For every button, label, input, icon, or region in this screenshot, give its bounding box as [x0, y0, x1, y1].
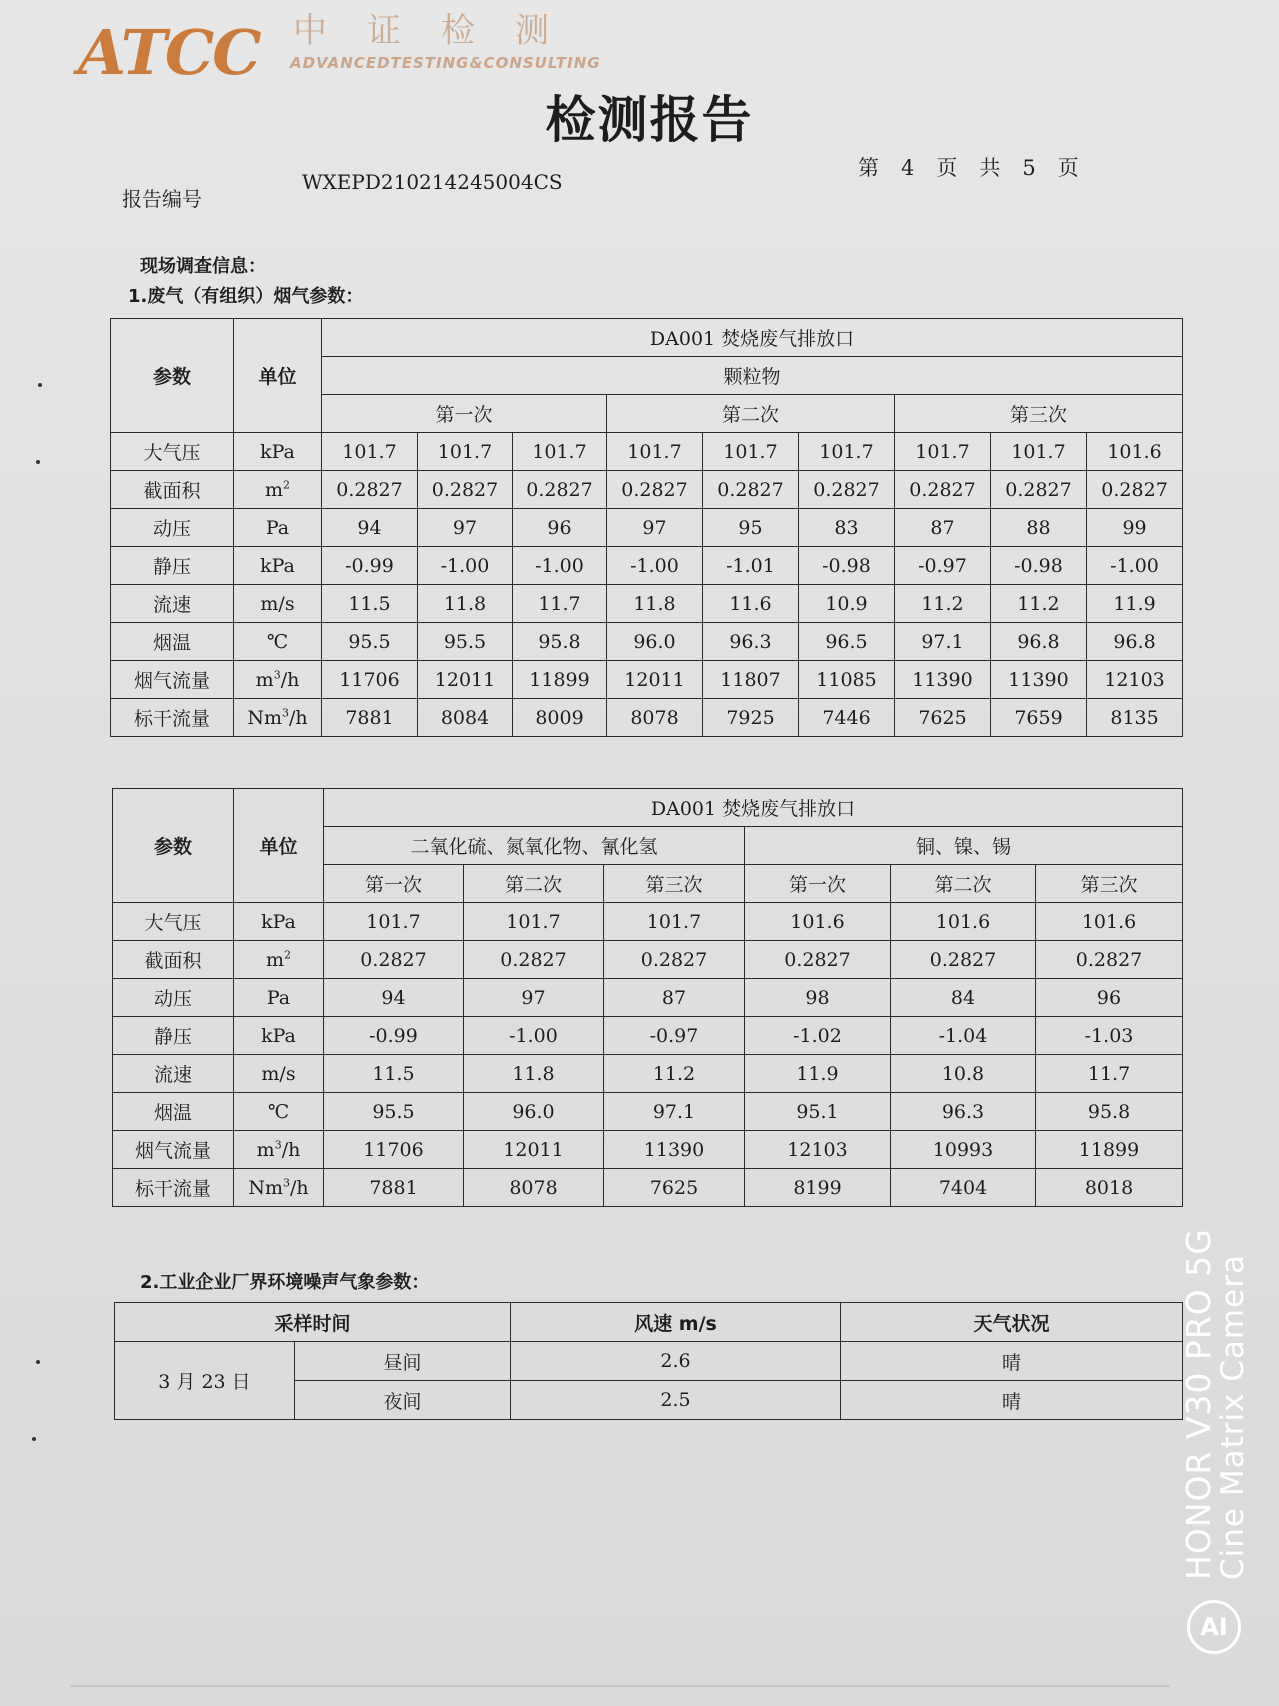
section2-heading: 2.工业企业厂界环境噪声气象参数： [140, 1272, 430, 1293]
param-name: 烟温 [113, 1093, 234, 1131]
param-name: 静压 [111, 547, 234, 585]
measurement-value: 0.2827 [513, 471, 607, 509]
measurement-value: 8009 [513, 699, 607, 737]
run-header: 第三次 [604, 865, 745, 903]
table-row [113, 941, 1183, 979]
measurement-value: 101.7 [799, 433, 895, 471]
param-unit: Pa [234, 509, 322, 547]
report-number-label: 报告编号 [122, 187, 202, 211]
param-name: 截面积 [113, 941, 234, 979]
table-row [113, 1055, 1183, 1093]
run-header: 第三次 [1036, 865, 1183, 903]
measurement-value: 11.8 [607, 585, 703, 623]
total-pages-number: 5 [1022, 156, 1036, 180]
measurement-value: 8135 [1087, 699, 1183, 737]
table-row [113, 1131, 1183, 1169]
measurement-value: -0.98 [991, 547, 1087, 585]
current-page-number: 4 [901, 156, 915, 180]
measurement-value: 96.8 [1087, 623, 1183, 661]
watermark-camera: Cine Matrix Camera [1214, 1254, 1251, 1580]
measurement-value: 10993 [891, 1131, 1036, 1169]
noise-weather-table [114, 1302, 1183, 1420]
measurement-value: 97 [464, 979, 604, 1017]
measurement-value: 97.1 [604, 1093, 745, 1131]
measurement-value: -1.00 [1087, 547, 1183, 585]
wind-speed-night: 2.5 [511, 1381, 841, 1420]
table-row [111, 661, 1183, 699]
param-unit: kPa [234, 1017, 324, 1055]
measurement-value: 101.7 [607, 433, 703, 471]
param-header: 参数 [113, 789, 234, 903]
measurement-value: 11.8 [464, 1055, 604, 1093]
weather-day: 晴 [841, 1342, 1183, 1381]
measurement-value: 0.2827 [322, 471, 418, 509]
measurement-value: 94 [322, 509, 418, 547]
param-name: 标干流量 [111, 699, 234, 737]
param-unit: ℃ [234, 623, 322, 661]
measurement-value: 7446 [799, 699, 895, 737]
table-row [113, 1169, 1183, 1207]
wind-speed-header: 风速 m/s [511, 1303, 841, 1342]
sampling-time-header: 采样时间 [115, 1303, 511, 1342]
measurement-value: 11.9 [745, 1055, 891, 1093]
measurement-value: -0.97 [895, 547, 991, 585]
period-day: 昼间 [295, 1342, 511, 1381]
measurement-value: 84 [891, 979, 1036, 1017]
measurement-value: 11085 [799, 661, 895, 699]
measurement-value: -1.00 [607, 547, 703, 585]
measurement-value: 8199 [745, 1169, 891, 1207]
table-row [111, 471, 1183, 509]
param-unit: ℃ [234, 1093, 324, 1131]
param-unit: kPa [234, 433, 322, 471]
measurement-value: 101.7 [895, 433, 991, 471]
measurement-value: 101.6 [745, 903, 891, 941]
outlet-header: DA001 焚烧废气排放口 [322, 319, 1183, 357]
measurement-value: 11.7 [1036, 1055, 1183, 1093]
run-header: 第一次 [322, 395, 607, 433]
param-unit: $m^3/h$ [234, 1131, 324, 1169]
punch-mark [36, 1360, 40, 1364]
measurement-value: 0.2827 [991, 471, 1087, 509]
survey-info-heading: 现场调查信息： [140, 256, 266, 277]
measurement-value: 101.7 [464, 903, 604, 941]
param-name: 标干流量 [113, 1169, 234, 1207]
measurement-value: 8078 [607, 699, 703, 737]
measurement-value: 7659 [991, 699, 1087, 737]
measurement-value: 97 [418, 509, 513, 547]
param-unit: m/s [234, 1055, 324, 1093]
param-name: 大气压 [113, 903, 234, 941]
measurement-value: 0.2827 [324, 941, 464, 979]
measurement-value: -1.04 [891, 1017, 1036, 1055]
param-name: 动压 [113, 979, 234, 1017]
sampling-date: 3 月 23 日 [115, 1342, 295, 1420]
report-number: WXEPD210214245004CS [302, 170, 563, 194]
table-row [111, 585, 1183, 623]
weather-night: 晴 [841, 1381, 1183, 1420]
measurement-value: -0.98 [799, 547, 895, 585]
flue-gas-table-particulate [110, 318, 1183, 737]
page-word-di: 第 [858, 156, 879, 180]
measurement-value: 11.6 [703, 585, 799, 623]
measurement-value: -0.99 [324, 1017, 464, 1055]
table-row [113, 1017, 1183, 1055]
wind-speed-day: 2.6 [511, 1342, 841, 1381]
param-name: 动压 [111, 509, 234, 547]
measurement-value: 11899 [1036, 1131, 1183, 1169]
weather-header: 天气状况 [841, 1303, 1183, 1342]
param-unit: Pa [234, 979, 324, 1017]
measurement-value: 87 [604, 979, 745, 1017]
punch-mark [36, 460, 40, 464]
measurement-value: 101.6 [1036, 903, 1183, 941]
pollutant-group-a: 二氧化硫、氮氧化物、氰化氢 [324, 827, 745, 865]
measurement-value: 0.2827 [891, 941, 1036, 979]
punch-mark [32, 1437, 36, 1441]
measurement-value: 95.8 [1036, 1093, 1183, 1131]
measurement-value: 7404 [891, 1169, 1036, 1207]
measurement-value: 7925 [703, 699, 799, 737]
measurement-value: 11.2 [895, 585, 991, 623]
measurement-value: 0.2827 [418, 471, 513, 509]
measurement-value: 11.9 [1087, 585, 1183, 623]
measurement-value: 8018 [1036, 1169, 1183, 1207]
measurement-value: 95.5 [324, 1093, 464, 1131]
measurement-value: 7625 [604, 1169, 745, 1207]
measurement-value: 0.2827 [464, 941, 604, 979]
measurement-value: 96.0 [464, 1093, 604, 1131]
param-unit: Nm$^3$/h [234, 699, 322, 737]
measurement-value: 95.5 [322, 623, 418, 661]
measurement-value: 11390 [895, 661, 991, 699]
measurement-value: 101.7 [604, 903, 745, 941]
document-title: 检测报告 [545, 91, 754, 149]
unit-header: 单位 [234, 319, 322, 433]
measurement-value: 101.6 [891, 903, 1036, 941]
measurement-value: -1.02 [745, 1017, 891, 1055]
period-night: 夜间 [295, 1381, 511, 1420]
measurement-value: 101.7 [322, 433, 418, 471]
measurement-value: 101.6 [1087, 433, 1183, 471]
measurement-value: 95.8 [513, 623, 607, 661]
param-unit: kPa [234, 903, 324, 941]
table-row [111, 623, 1183, 661]
measurement-value: -1.00 [418, 547, 513, 585]
measurement-value: 101.7 [513, 433, 607, 471]
measurement-value: 87 [895, 509, 991, 547]
measurement-value: 8084 [418, 699, 513, 737]
measurement-value: 7881 [322, 699, 418, 737]
measurement-value: 11390 [604, 1131, 745, 1169]
page-word-ye-2: 页 [1057, 156, 1079, 180]
page-indicator [858, 152, 1101, 182]
measurement-value: 95.5 [418, 623, 513, 661]
param-name: 静压 [113, 1017, 234, 1055]
table-row [111, 509, 1183, 547]
measurement-value: 11706 [324, 1131, 464, 1169]
pollutant-header: 颗粒物 [322, 357, 1183, 395]
param-unit: $m^2$ [234, 471, 322, 509]
param-header: 参数 [111, 319, 234, 433]
page-word-ye: 页 [936, 156, 958, 180]
measurement-value: 11807 [703, 661, 799, 699]
table-row [111, 433, 1183, 471]
measurement-value: 7625 [895, 699, 991, 737]
param-unit: kPa [234, 547, 322, 585]
measurement-value: 0.2827 [607, 471, 703, 509]
measurement-value: 11899 [513, 661, 607, 699]
page-word-gong: 共 [979, 156, 1001, 180]
measurement-value: 96.5 [799, 623, 895, 661]
company-logo [78, 11, 638, 89]
measurement-value: -0.99 [322, 547, 418, 585]
param-name: 烟气流量 [111, 661, 234, 699]
measurement-value: -1.00 [464, 1017, 604, 1055]
measurement-value: 97.1 [895, 623, 991, 661]
run-header: 第二次 [607, 395, 895, 433]
measurement-value: 0.2827 [604, 941, 745, 979]
measurement-value: 99 [1087, 509, 1183, 547]
logo-mark: ATCC [78, 16, 260, 89]
measurement-value: 0.2827 [799, 471, 895, 509]
measurement-value: 12103 [745, 1131, 891, 1169]
run-header: 第二次 [891, 865, 1036, 903]
param-name: 烟温 [111, 623, 234, 661]
table-row [113, 1093, 1183, 1131]
measurement-value: 7881 [324, 1169, 464, 1207]
measurement-value: 101.7 [418, 433, 513, 471]
measurement-value: 11.5 [322, 585, 418, 623]
measurement-value: 12011 [464, 1131, 604, 1169]
measurement-value: 0.2827 [1036, 941, 1183, 979]
punch-mark [38, 383, 42, 387]
param-name: 流速 [111, 585, 234, 623]
run-header: 第二次 [464, 865, 604, 903]
watermark-model: HONOR V30 PRO 5G [1179, 1228, 1218, 1580]
measurement-value: -0.97 [604, 1017, 745, 1055]
measurement-value: 94 [324, 979, 464, 1017]
measurement-value: 11.8 [418, 585, 513, 623]
footer-divider [70, 1685, 1170, 1687]
param-unit: $m^2$ [234, 941, 324, 979]
measurement-value: 11.7 [513, 585, 607, 623]
param-name: 截面积 [111, 471, 234, 509]
measurement-value: 12103 [1087, 661, 1183, 699]
run-header: 第三次 [895, 395, 1183, 433]
measurement-value: 10.8 [891, 1055, 1036, 1093]
measurement-value: 96 [513, 509, 607, 547]
outlet-header: DA001 焚烧废气排放口 [324, 789, 1183, 827]
measurement-value: 98 [745, 979, 891, 1017]
table-row [113, 979, 1183, 1017]
unit-header: 单位 [234, 789, 324, 903]
measurement-value: 101.7 [324, 903, 464, 941]
measurement-value: 12011 [607, 661, 703, 699]
measurement-value: 11.2 [604, 1055, 745, 1093]
table-row [111, 699, 1183, 737]
param-unit: Nm$^3$/h [234, 1169, 324, 1207]
pollutant-group-b: 铜、镍、锡 [745, 827, 1183, 865]
ai-camera-icon: AI [1187, 1600, 1241, 1654]
measurement-value: 83 [799, 509, 895, 547]
param-unit: m/s [234, 585, 322, 623]
run-header: 第一次 [745, 865, 891, 903]
measurement-value: 0.2827 [1087, 471, 1183, 509]
measurement-value: 97 [607, 509, 703, 547]
measurement-value: 88 [991, 509, 1087, 547]
flue-gas-table-gases-metals [112, 788, 1183, 1207]
measurement-value: 95 [703, 509, 799, 547]
measurement-value: 11.2 [991, 585, 1087, 623]
measurement-value: 96.8 [991, 623, 1087, 661]
measurement-value: 11.5 [324, 1055, 464, 1093]
measurement-value: 11706 [322, 661, 418, 699]
measurement-value: -1.01 [703, 547, 799, 585]
measurement-value: 12011 [418, 661, 513, 699]
measurement-value: 0.2827 [895, 471, 991, 509]
logo-english-name: ADVANCEDTESTING&CONSULTING [290, 54, 601, 72]
measurement-value: 0.2827 [745, 941, 891, 979]
measurement-value: 96 [1036, 979, 1183, 1017]
measurement-value: 10.9 [799, 585, 895, 623]
measurement-value: 8078 [464, 1169, 604, 1207]
param-unit: $m^3/h$ [234, 661, 322, 699]
measurement-value: 101.7 [991, 433, 1087, 471]
param-name: 烟气流量 [113, 1131, 234, 1169]
measurement-value: 95.1 [745, 1093, 891, 1131]
table-row [113, 903, 1183, 941]
measurement-value: -1.03 [1036, 1017, 1183, 1055]
measurement-value: 96.3 [703, 623, 799, 661]
param-name: 流速 [113, 1055, 234, 1093]
measurement-value: 101.7 [703, 433, 799, 471]
measurement-value: 96.3 [891, 1093, 1036, 1131]
logo-chinese-name: 中证检测 [293, 11, 589, 51]
measurement-value: 0.2827 [703, 471, 799, 509]
table-row [111, 547, 1183, 585]
measurement-value: 11390 [991, 661, 1087, 699]
measurement-value: -1.00 [513, 547, 607, 585]
section1-heading: 1.废气（有组织）烟气参数： [128, 286, 364, 307]
run-header: 第一次 [324, 865, 464, 903]
measurement-value: 96.0 [607, 623, 703, 661]
param-name: 大气压 [111, 433, 234, 471]
